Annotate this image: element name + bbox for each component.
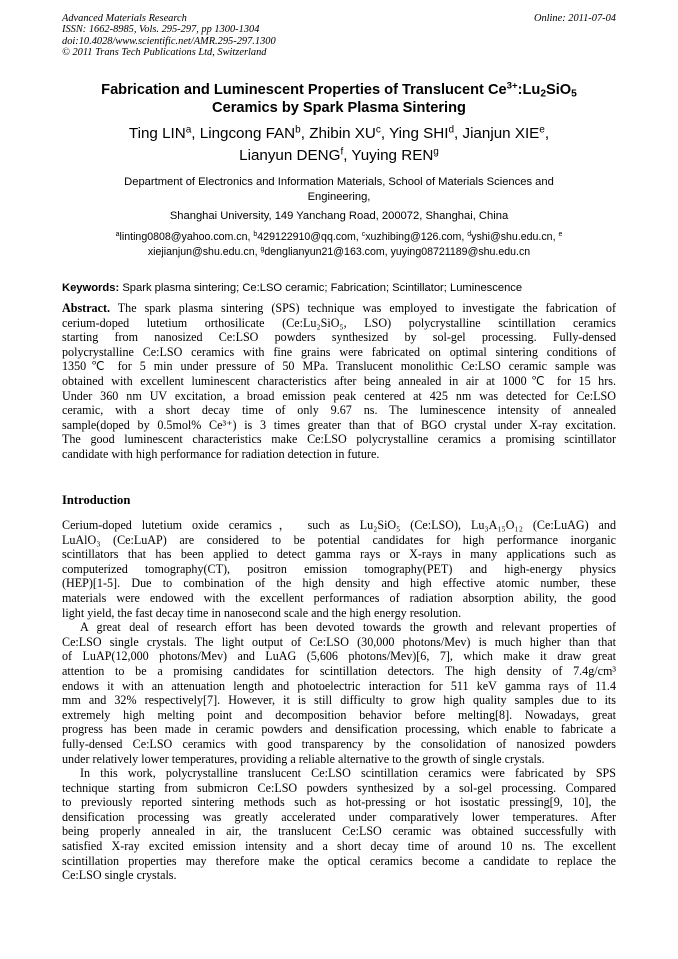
intro-line: materials were endowed with the excellent performances of radiation absorption ability, the good [62, 590, 616, 605]
abstract-line: Under 360 nm UV excitation, a broad emission peak centered at 425 nm was detected for Ce:LSO [62, 388, 616, 403]
intro-line: light yield, the fast decay time in nanosecond scale and the high energy resolution. [62, 605, 462, 620]
author-name: Ying SHI [389, 125, 449, 142]
keywords [62, 281, 616, 295]
intro-line: computerized tomography(CT), positron emission tomography(PET) and high-energy physics [62, 561, 616, 576]
intro-line: scintillation properties may therefore make the optical ceramics become a candidate to replace the [62, 853, 616, 868]
abstract-line-text: The spark plasma sintering (SPS) technique was employed to investigate the fabrication of [110, 301, 616, 315]
intro-line: densification processing was greatly accelerated under comparatively lower temperatures. After [62, 809, 616, 824]
abstract-line: candidate with high performance for radiation detection in future. [62, 446, 380, 461]
issn-line: ISSN: 1662-8985, Vols. 295-297, pp 1300-1304 [62, 24, 260, 36]
email-e[interactable]: xiejianjun@shu.edu.cn, [147, 246, 258, 258]
author-mark: g [433, 146, 439, 158]
intro-line: Ce:LSO single crystals. [62, 868, 177, 883]
journal-name: Advanced Materials Research [62, 13, 187, 24]
email-b[interactable]: 429122910@qq.com, [257, 231, 359, 243]
email-g[interactable]: denglianyun21@163.com, [264, 246, 388, 258]
intro-line: attention to be a promising candidates for scintillation detectors. The high density of 7.4g/cm³ [62, 663, 616, 678]
abstract [62, 301, 616, 462]
affiliation-line-3: Shanghai University, 149 Yanchang Road, 200072, Shanghai, China [169, 210, 509, 223]
author-line-2: Lianyun DENG$^f$, Yuying REN$^g$ [239, 146, 439, 164]
title-line-1 [62, 81, 616, 99]
introduction-body [62, 518, 616, 883]
author-mark: f [340, 146, 344, 158]
title-text-a: Fabrication and Luminescent Properties of Translucent Ce [101, 82, 507, 98]
author-list [62, 123, 616, 167]
title-text-b: :Lu [517, 82, 541, 98]
title-sub-1: 2 [540, 88, 546, 100]
affiliation [90, 175, 588, 225]
journal-header [62, 13, 276, 58]
intro-line: Cerium-doped lutetium oxide ceramics， such as Lu₂SiO₅ (Ce:LSO), Lu₃A₁₅O₁₂ (Ce:LuAG) and [62, 518, 616, 532]
author-mark: d [448, 124, 455, 136]
intro-line: In this work, polycrystalline translucent Ce:LSO scintillation ceramics were fabricated by SPS [80, 766, 616, 781]
keywords-text: Spark plasma sintering; Ce:LSO ceramic; Fabrication; Scintillator; Luminescence [122, 282, 523, 294]
author-name: Jianjun XIE [462, 125, 540, 142]
intro-line: being properly annealed in air, the translucent Ce:LSO ceramic was obtained successfully with [62, 824, 616, 839]
abstract-label: Abstract. [62, 301, 111, 315]
email-a[interactable]: linting0808@yahoo.com.cn, [119, 231, 251, 243]
abstract-line: obtained with excellent luminescent characteristics after being annealed in air at 1000℃ for 15 hrs. [62, 373, 616, 388]
intro-line: (HEP)[1-5]. Due to combination of the high density and high effective atomic number, these [62, 576, 616, 591]
keywords-label: Keywords: [62, 282, 120, 294]
intro-line: satisfied X-ray excited emission intensity and a short decay time of around 10 ns. The excellent [62, 839, 616, 854]
intro-line: A great deal of research effort has been devoted towards the growth and relevant properties of [80, 620, 616, 635]
author-mark: c [375, 124, 381, 136]
abstract-line: 1350℃ for 5 min under pressure of 50 MPa. Translucent monolithic Ce:LSO ceramic sample was [62, 359, 616, 374]
abstract-line [62, 301, 616, 316]
online-date: Online: 2011-07-04 [533, 13, 616, 24]
intro-line: progress has been made in ceramic powders and densification processing, which enable to fabricate a [62, 722, 616, 737]
intro-line: under relatively lower temperatures, providing a reliable alternative to the growth of single crystals. [62, 751, 545, 766]
author-name: Yuying REN [351, 147, 434, 164]
title-line-2: Ceramics by Spark Plasma Sintering [212, 100, 466, 116]
author-mark: b [295, 124, 301, 136]
title-sub-2: 5 [571, 88, 577, 100]
abstract-line: ceramic, with a short decay time of only 9.67 ns. The luminescence intensity of annealed [62, 403, 616, 418]
abstract-line: polycrystalline Ce:LSO ceramics with fine grains were fabricated on optimal sintering conditions of [62, 344, 616, 359]
intro-line: endows it with an attenuation length and photoelectric interaction for 511 keV gamma rays of 11.4 [62, 678, 616, 693]
abstract-line: cerium-doped lutetium orthosilicate (Ce:Lu₂SiO₅, LSO) polycrystalline scintillation ceramics [62, 315, 616, 330]
abstract-line: starting from nanosized Ce:LSO powders synthesized by sol-gel processing. Fully-densed [62, 330, 616, 345]
intro-line: to previously reported sintering methods such as hot-pressing or hot isostatic pressing[9, 10], the [62, 795, 616, 810]
intro-line: LuAlO₃ (Ce:LuAP) are considered to be potential candidates for high performance inorganic [62, 532, 616, 547]
intro-line: scintillators that has been applied to detect gamma rays or X-rays in many applications such as [62, 547, 616, 562]
email-d[interactable]: yshi@shu.edu.cn, [471, 231, 556, 243]
email-c[interactable]: xuzhibing@126.com, [365, 231, 465, 243]
abstract-line: The good luminescent characteristics make Ce:LSO polycrystalline ceramics a promising scintillator [62, 432, 616, 447]
introduction-heading: Introduction [62, 493, 131, 507]
affiliation-line-2: Engineering, [307, 191, 371, 204]
author-mark: e [539, 124, 545, 136]
author-name: Zhibin XU [309, 125, 376, 142]
author-mark: a [185, 124, 192, 136]
intro-line: mm and 32% respectively[7]. However, it is still difficulty to grow high quality samples due to its [62, 693, 616, 708]
author-line-1: Ting LIN$^a$, Lingcong FAN$^b$, Zhibin $XU^c$, Ying SHI$^d$, Jianjun XIE$^e$, [128, 124, 550, 142]
copyright-line: © 2011 Trans Tech Publications Ltd, Switzerland [62, 46, 267, 58]
intro-line: extremely high melting point and decomposition behavior before melting[8]. Nowadays, great [62, 707, 616, 722]
email-line-2: xiejianjun@shu.edu.cn, $^g$denglianyun21@163.com, yuying08721189@shu.edu.cn [147, 246, 531, 258]
abstract-line: sample(doped by 0.5mol% Ce³⁺) is 3 times greater than that of BGO crystal under X-ray excitation. [62, 417, 616, 432]
intro-line: fully-densed Ce:LSO ceramics with good transparency by the consolidation of nanosized powders [62, 736, 616, 751]
title-sup: 3+ [506, 80, 518, 92]
paper-title [62, 81, 616, 117]
affiliation-line-1: Department of Electronics and Information Materials, School of Materials Sciences and [124, 176, 554, 188]
author-name: Lianyun DENG [239, 147, 341, 164]
intro-line: of LuAP(12,000 photons/Mev) and LuAG (5,606 photons/Mev)[6, 7], which make it draw great [62, 649, 616, 664]
doi-line: doi:10.4028/www.scientific.net/AMR.295-297.1300 [62, 35, 276, 47]
intro-line: technique starting from submicron Ce:LSO powders synthesized by a sol-gel processing. Compared [62, 780, 616, 795]
author-name: Lingcong FAN [199, 125, 296, 142]
author-emails [62, 230, 616, 260]
email-line-1: $^a$linting0808@yahoo.com.cn, $^b$429122910@qq.com, $^c$xuzhibing@126.com, $^d$yshi@shu.edu.cn, $^e$ [115, 231, 563, 243]
intro-line: Ce:LSO single crystals. The light output of Ce:LSO (30,000 photons/Mev) is much higher than that [62, 634, 616, 649]
title-text-c: SiO [546, 82, 572, 98]
email-last[interactable]: yuying08721189@shu.edu.cn [390, 246, 531, 258]
author-name: Ting LIN [128, 125, 186, 142]
